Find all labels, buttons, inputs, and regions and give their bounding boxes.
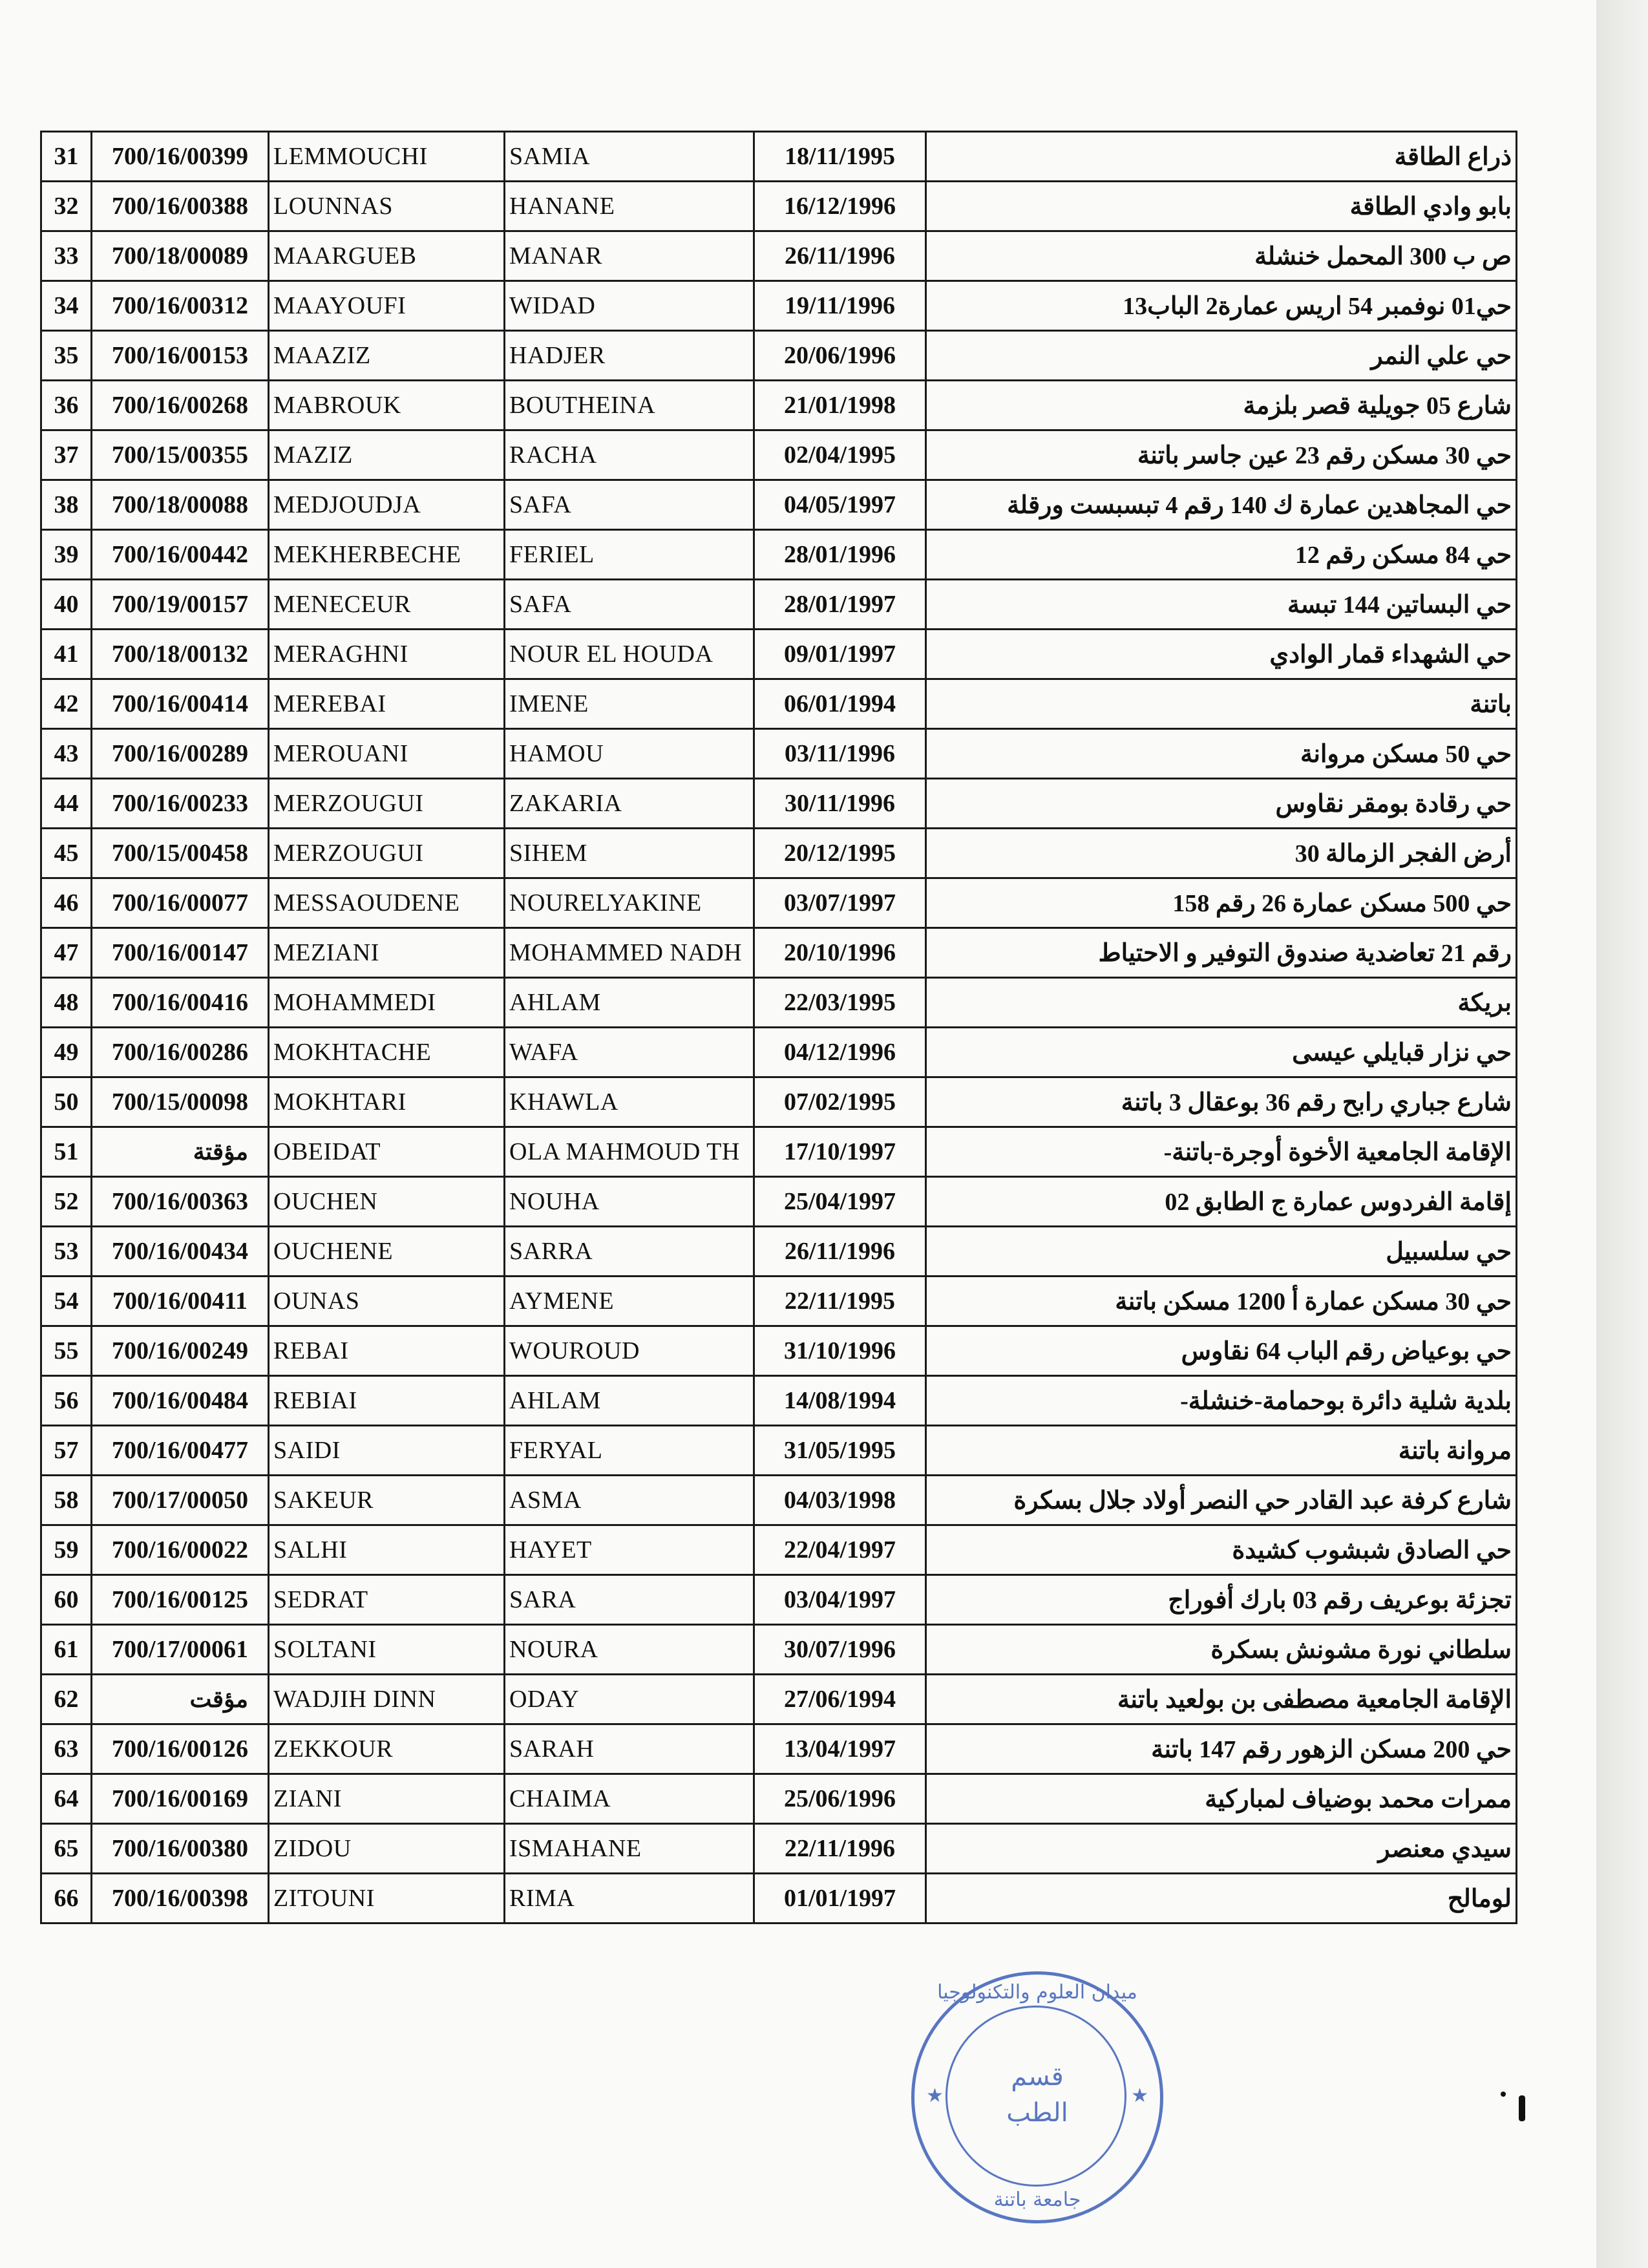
- last-name-cell: MAAYOUFI: [269, 281, 505, 331]
- first-name-cell: NOUHA: [505, 1177, 754, 1227]
- address-cell: شارع كرفة عبد القادر حي النصر أولاد جلال بسكرة: [926, 1476, 1517, 1525]
- table-row: [41, 829, 1517, 878]
- first-name-cell: WIDAD: [505, 281, 754, 331]
- row-number-cell: 35: [41, 331, 92, 381]
- last-name-cell: MEKHERBECHE: [269, 530, 505, 580]
- registration-number-cell: 700/16/00249: [92, 1326, 269, 1376]
- address-cell: حي 30 مسكن رقم 23 عين جاسر باتنة: [926, 430, 1517, 480]
- birth-date-cell: 03/07/1997: [754, 878, 926, 928]
- birth-date-cell: 20/06/1996: [754, 331, 926, 381]
- registration-number-cell: مؤقت: [92, 1675, 269, 1724]
- address-cell: حي بوعياض رقم الباب 64 نقاوس: [926, 1326, 1517, 1376]
- scan-edge: [1596, 0, 1648, 2268]
- table-row: [41, 679, 1517, 729]
- address-cell: سلطاني نورة مشونش بسكرة: [926, 1625, 1517, 1675]
- last-name-cell: SAKEUR: [269, 1476, 505, 1525]
- first-name-cell: RACHA: [505, 430, 754, 480]
- address-cell: حي الصادق شبشوب كشيدة: [926, 1525, 1517, 1575]
- row-number-cell: 34: [41, 281, 92, 331]
- birth-date-cell: 04/03/1998: [754, 1476, 926, 1525]
- last-name-cell: SOLTANI: [269, 1625, 505, 1675]
- table-row: [41, 1874, 1517, 1924]
- first-name-cell: ISMAHANE: [505, 1824, 754, 1874]
- registration-number-cell: 700/16/00126: [92, 1724, 269, 1774]
- last-name-cell: MEZIANI: [269, 928, 505, 978]
- star-icon: ★: [1131, 2085, 1148, 2106]
- row-number-cell: 64: [41, 1774, 92, 1824]
- registration-number-cell: 700/16/00022: [92, 1525, 269, 1575]
- registration-number-cell: 700/16/00477: [92, 1426, 269, 1476]
- first-name-cell: SAFA: [505, 480, 754, 530]
- table-row: [41, 1077, 1517, 1127]
- address-cell: حي01 نوفمبر 54 اريس عمارة2 الباب13: [926, 281, 1517, 331]
- last-name-cell: MEROUANI: [269, 729, 505, 779]
- birth-date-cell: 17/10/1997: [754, 1127, 926, 1177]
- registration-number-cell: 700/16/00268: [92, 381, 269, 430]
- address-cell: حي 84 مسكن رقم 12: [926, 530, 1517, 580]
- last-name-cell: MOKHTACHE: [269, 1028, 505, 1077]
- row-number-cell: 59: [41, 1525, 92, 1575]
- registration-number-cell: 700/16/00414: [92, 679, 269, 729]
- registration-number-cell: 700/16/00153: [92, 331, 269, 381]
- scan-ink-mark: [1519, 2095, 1525, 2121]
- address-cell: رقم 21 تعاضدية صندوق التوفير و الاحتياط: [926, 928, 1517, 978]
- registration-number-cell: 700/15/00355: [92, 430, 269, 480]
- first-name-cell: OLA MAHMOUD TH: [505, 1127, 754, 1177]
- table-row: [41, 231, 1517, 281]
- first-name-cell: KHAWLA: [505, 1077, 754, 1127]
- last-name-cell: MERAGHNI: [269, 630, 505, 679]
- student-list-table: [40, 131, 1517, 1924]
- table-row: [41, 1127, 1517, 1177]
- row-number-cell: 46: [41, 878, 92, 928]
- registration-number-cell: 700/16/00388: [92, 182, 269, 231]
- last-name-cell: MAARGUEB: [269, 231, 505, 281]
- registration-number-cell: 700/15/00098: [92, 1077, 269, 1127]
- birth-date-cell: 20/10/1996: [754, 928, 926, 978]
- table-row: [41, 182, 1517, 231]
- address-cell: تجزئة بوعريف رقم 03 بارك أفوراج: [926, 1575, 1517, 1625]
- address-cell: حي رقادة بومقر نقاوس: [926, 779, 1517, 829]
- first-name-cell: FERIEL: [505, 530, 754, 580]
- address-cell: الإقامة الجامعية مصطفى بن بولعيد باتنة: [926, 1675, 1517, 1724]
- registration-number-cell: 700/18/00132: [92, 630, 269, 679]
- row-number-cell: 62: [41, 1675, 92, 1724]
- birth-date-cell: 02/04/1995: [754, 430, 926, 480]
- table-row: [41, 1227, 1517, 1277]
- table-row: [41, 1476, 1517, 1525]
- last-name-cell: WADJIH DINN: [269, 1675, 505, 1724]
- address-cell: ممرات محمد بوضياف لمباركية: [926, 1774, 1517, 1824]
- table-row: [41, 331, 1517, 381]
- registration-number-cell: مؤقتة: [92, 1127, 269, 1177]
- last-name-cell: REBAI: [269, 1326, 505, 1376]
- last-name-cell: OUNAS: [269, 1277, 505, 1326]
- birth-date-cell: 09/01/1997: [754, 630, 926, 679]
- last-name-cell: REBIAI: [269, 1376, 505, 1426]
- first-name-cell: SIHEM: [505, 829, 754, 878]
- address-cell: أرض الفجر الزمالة 30: [926, 829, 1517, 878]
- registration-number-cell: 700/16/00380: [92, 1824, 269, 1874]
- last-name-cell: SALHI: [269, 1525, 505, 1575]
- first-name-cell: SARRA: [505, 1227, 754, 1277]
- table-row: [41, 580, 1517, 630]
- birth-date-cell: 25/04/1997: [754, 1177, 926, 1227]
- scan-ink-dot: [1501, 2092, 1506, 2097]
- birth-date-cell: 20/12/1995: [754, 829, 926, 878]
- birth-date-cell: 22/04/1997: [754, 1525, 926, 1575]
- first-name-cell: SARA: [505, 1575, 754, 1625]
- row-number-cell: 38: [41, 480, 92, 530]
- birth-date-cell: 03/11/1996: [754, 729, 926, 779]
- first-name-cell: MANAR: [505, 231, 754, 281]
- first-name-cell: SAFA: [505, 580, 754, 630]
- table-body: [41, 132, 1517, 1924]
- birth-date-cell: 18/11/1995: [754, 132, 926, 182]
- last-name-cell: ZIANI: [269, 1774, 505, 1824]
- address-cell: حي علي النمر: [926, 331, 1517, 381]
- table-row: [41, 978, 1517, 1028]
- table-row: [41, 1177, 1517, 1227]
- row-number-cell: 58: [41, 1476, 92, 1525]
- last-name-cell: MABROUK: [269, 381, 505, 430]
- first-name-cell: BOUTHEINA: [505, 381, 754, 430]
- first-name-cell: CHAIMA: [505, 1774, 754, 1824]
- registration-number-cell: 700/16/00147: [92, 928, 269, 978]
- birth-date-cell: 03/04/1997: [754, 1575, 926, 1625]
- last-name-cell: MESSAOUDENE: [269, 878, 505, 928]
- registration-number-cell: 700/17/00061: [92, 1625, 269, 1675]
- first-name-cell: AYMENE: [505, 1277, 754, 1326]
- birth-date-cell: 26/11/1996: [754, 231, 926, 281]
- address-cell: حي المجاهدين عمارة ك 140 رقم 4 تبسبست ورقلة: [926, 480, 1517, 530]
- birth-date-cell: 22/11/1996: [754, 1824, 926, 1874]
- registration-number-cell: 700/16/00312: [92, 281, 269, 331]
- row-number-cell: 57: [41, 1426, 92, 1476]
- row-number-cell: 48: [41, 978, 92, 1028]
- registration-number-cell: 700/17/00050: [92, 1476, 269, 1525]
- last-name-cell: LOUNNAS: [269, 182, 505, 231]
- row-number-cell: 37: [41, 430, 92, 480]
- first-name-cell: HAYET: [505, 1525, 754, 1575]
- registration-number-cell: 700/16/00289: [92, 729, 269, 779]
- last-name-cell: MOKHTARI: [269, 1077, 505, 1127]
- row-number-cell: 40: [41, 580, 92, 630]
- address-cell: الإقامة الجامعية الأخوة أوجرة-باتنة-: [926, 1127, 1517, 1177]
- last-name-cell: ZEKKOUR: [269, 1724, 505, 1774]
- row-number-cell: 56: [41, 1376, 92, 1426]
- address-cell: ذراع الطاقة: [926, 132, 1517, 182]
- first-name-cell: NOUR EL HOUDA: [505, 630, 754, 679]
- stamp-center-text: قسم الطب: [1006, 2062, 1068, 2128]
- registration-number-cell: 700/16/00125: [92, 1575, 269, 1625]
- first-name-cell: AHLAM: [505, 978, 754, 1028]
- first-name-cell: RIMA: [505, 1874, 754, 1924]
- birth-date-cell: 31/05/1995: [754, 1426, 926, 1476]
- table-row: [41, 1326, 1517, 1376]
- last-name-cell: MEREBAI: [269, 679, 505, 729]
- first-name-cell: NOURA: [505, 1625, 754, 1675]
- first-name-cell: ZAKARIA: [505, 779, 754, 829]
- row-number-cell: 50: [41, 1077, 92, 1127]
- table-row: [41, 1575, 1517, 1625]
- first-name-cell: AHLAM: [505, 1376, 754, 1426]
- row-number-cell: 42: [41, 679, 92, 729]
- registration-number-cell: 700/16/00077: [92, 878, 269, 928]
- registration-number-cell: 700/15/00458: [92, 829, 269, 878]
- birth-date-cell: 31/10/1996: [754, 1326, 926, 1376]
- row-number-cell: 66: [41, 1874, 92, 1924]
- last-name-cell: MEDJOUDJA: [269, 480, 505, 530]
- birth-date-cell: 21/01/1998: [754, 381, 926, 430]
- address-cell: شارع جباري رابح رقم 36 بوعقال 3 باتنة: [926, 1077, 1517, 1127]
- row-number-cell: 52: [41, 1177, 92, 1227]
- address-cell: مروانة باتنة: [926, 1426, 1517, 1476]
- birth-date-cell: 13/04/1997: [754, 1724, 926, 1774]
- address-cell: بابو وادي الطاقة: [926, 182, 1517, 231]
- last-name-cell: OUCHEN: [269, 1177, 505, 1227]
- table-row: [41, 1824, 1517, 1874]
- first-name-cell: NOURELYAKINE: [505, 878, 754, 928]
- registration-number-cell: 700/16/00233: [92, 779, 269, 829]
- row-number-cell: 39: [41, 530, 92, 580]
- row-number-cell: 49: [41, 1028, 92, 1077]
- last-name-cell: MENECEUR: [269, 580, 505, 630]
- address-cell: حي 50 مسكن مروانة: [926, 729, 1517, 779]
- last-name-cell: ZIDOU: [269, 1824, 505, 1874]
- birth-date-cell: 22/03/1995: [754, 978, 926, 1028]
- last-name-cell: SAIDI: [269, 1426, 505, 1476]
- first-name-cell: IMENE: [505, 679, 754, 729]
- birth-date-cell: 16/12/1996: [754, 182, 926, 231]
- birth-date-cell: 22/11/1995: [754, 1277, 926, 1326]
- table-row: [41, 430, 1517, 480]
- registration-number-cell: 700/16/00442: [92, 530, 269, 580]
- table-row: [41, 1774, 1517, 1824]
- row-number-cell: 53: [41, 1227, 92, 1277]
- address-cell: بريكة: [926, 978, 1517, 1028]
- registration-number-cell: 700/16/00398: [92, 1874, 269, 1924]
- registration-number-cell: 700/16/00169: [92, 1774, 269, 1824]
- row-number-cell: 47: [41, 928, 92, 978]
- first-name-cell: ODAY: [505, 1675, 754, 1724]
- first-name-cell: FERYAL: [505, 1426, 754, 1476]
- last-name-cell: OBEIDAT: [269, 1127, 505, 1177]
- row-number-cell: 63: [41, 1724, 92, 1774]
- birth-date-cell: 19/11/1996: [754, 281, 926, 331]
- row-number-cell: 44: [41, 779, 92, 829]
- address-cell: إقامة الفردوس عمارة ج الطابق 02: [926, 1177, 1517, 1227]
- registration-number-cell: 700/19/00157: [92, 580, 269, 630]
- last-name-cell: MAAZIZ: [269, 331, 505, 381]
- address-cell: حي 30 مسكن عمارة أ 1200 مسكن باتنة: [926, 1277, 1517, 1326]
- row-number-cell: 65: [41, 1824, 92, 1874]
- address-cell: حي 500 مسكن عمارة 26 رقم 158: [926, 878, 1517, 928]
- row-number-cell: 43: [41, 729, 92, 779]
- registration-number-cell: 700/16/00416: [92, 978, 269, 1028]
- first-name-cell: SARAH: [505, 1724, 754, 1774]
- first-name-cell: SAMIA: [505, 132, 754, 182]
- table-row: [41, 630, 1517, 679]
- row-number-cell: 55: [41, 1326, 92, 1376]
- last-name-cell: ZITOUNI: [269, 1874, 505, 1924]
- birth-date-cell: 28/01/1996: [754, 530, 926, 580]
- birth-date-cell: 01/01/1997: [754, 1874, 926, 1924]
- row-number-cell: 60: [41, 1575, 92, 1625]
- table-row: [41, 1724, 1517, 1774]
- address-cell: ص ب 300 المحمل خنشلة: [926, 231, 1517, 281]
- birth-date-cell: 30/11/1996: [754, 779, 926, 829]
- registration-number-cell: 700/16/00363: [92, 1177, 269, 1227]
- row-number-cell: 54: [41, 1277, 92, 1326]
- table-row: [41, 878, 1517, 928]
- birth-date-cell: 30/07/1996: [754, 1625, 926, 1675]
- table-row: [41, 480, 1517, 530]
- official-stamp: [911, 1971, 1163, 2223]
- birth-date-cell: 14/08/1994: [754, 1376, 926, 1426]
- address-cell: حي نزار قبايلي عيسى: [926, 1028, 1517, 1077]
- row-number-cell: 32: [41, 182, 92, 231]
- birth-date-cell: 26/11/1996: [754, 1227, 926, 1277]
- first-name-cell: WOUROUD: [505, 1326, 754, 1376]
- registration-number-cell: 700/18/00089: [92, 231, 269, 281]
- address-cell: لومالح: [926, 1874, 1517, 1924]
- star-icon: ★: [926, 2085, 944, 2106]
- birth-date-cell: 04/12/1996: [754, 1028, 926, 1077]
- first-name-cell: HADJER: [505, 331, 754, 381]
- table-row: [41, 1625, 1517, 1675]
- row-number-cell: 61: [41, 1625, 92, 1675]
- first-name-cell: MOHAMMED NADH: [505, 928, 754, 978]
- address-cell: شارع 05 جويلية قصر بلزمة: [926, 381, 1517, 430]
- address-cell: سيدي معنصر: [926, 1824, 1517, 1874]
- row-number-cell: 33: [41, 231, 92, 281]
- address-cell: حي البساتين 144 تبسة: [926, 580, 1517, 630]
- last-name-cell: MOHAMMEDI: [269, 978, 505, 1028]
- table-row: [41, 530, 1517, 580]
- registration-number-cell: 700/16/00286: [92, 1028, 269, 1077]
- table-row: [41, 132, 1517, 182]
- table-row: [41, 928, 1517, 978]
- table-row: [41, 1376, 1517, 1426]
- table-row: [41, 381, 1517, 430]
- first-name-cell: ASMA: [505, 1476, 754, 1525]
- table-row: [41, 729, 1517, 779]
- registration-number-cell: 700/16/00399: [92, 132, 269, 182]
- last-name-cell: OUCHENE: [269, 1227, 505, 1277]
- last-name-cell: MAZIZ: [269, 430, 505, 480]
- table-row: [41, 1675, 1517, 1724]
- row-number-cell: 51: [41, 1127, 92, 1177]
- table-row: [41, 1028, 1517, 1077]
- birth-date-cell: 28/01/1997: [754, 580, 926, 630]
- table-row: [41, 1525, 1517, 1575]
- first-name-cell: WAFA: [505, 1028, 754, 1077]
- birth-date-cell: 04/05/1997: [754, 480, 926, 530]
- address-cell: حي 200 مسكن الزهور رقم 147 باتنة: [926, 1724, 1517, 1774]
- registration-number-cell: 700/16/00411: [92, 1277, 269, 1326]
- last-name-cell: MERZOUGUI: [269, 779, 505, 829]
- last-name-cell: LEMMOUCHI: [269, 132, 505, 182]
- address-cell: حي الشهداء قمار الوادي: [926, 630, 1517, 679]
- last-name-cell: MERZOUGUI: [269, 829, 505, 878]
- address-cell: باتنة: [926, 679, 1517, 729]
- birth-date-cell: 06/01/1994: [754, 679, 926, 729]
- table-row: [41, 1277, 1517, 1326]
- table-row: [41, 281, 1517, 331]
- first-name-cell: HAMOU: [505, 729, 754, 779]
- table-row: [41, 779, 1517, 829]
- address-cell: حي سلسبيل: [926, 1227, 1517, 1277]
- registration-number-cell: 700/16/00434: [92, 1227, 269, 1277]
- row-number-cell: 31: [41, 132, 92, 182]
- last-name-cell: SEDRAT: [269, 1575, 505, 1625]
- stamp-bottom-text: جامعة باتنة: [993, 2189, 1081, 2211]
- birth-date-cell: 27/06/1994: [754, 1675, 926, 1724]
- birth-date-cell: 07/02/1995: [754, 1077, 926, 1127]
- registration-number-cell: 700/18/00088: [92, 480, 269, 530]
- table-row: [41, 1426, 1517, 1476]
- row-number-cell: 41: [41, 630, 92, 679]
- birth-date-cell: 25/06/1996: [754, 1774, 926, 1824]
- row-number-cell: 36: [41, 381, 92, 430]
- row-number-cell: 45: [41, 829, 92, 878]
- first-name-cell: HANANE: [505, 182, 754, 231]
- registration-number-cell: 700/16/00484: [92, 1376, 269, 1426]
- stamp-top-text: ميدان العلوم والتكنولوجيا: [937, 1981, 1137, 2004]
- address-cell: بلدية شلية دائرة بوحمامة-خنشلة-: [926, 1376, 1517, 1426]
